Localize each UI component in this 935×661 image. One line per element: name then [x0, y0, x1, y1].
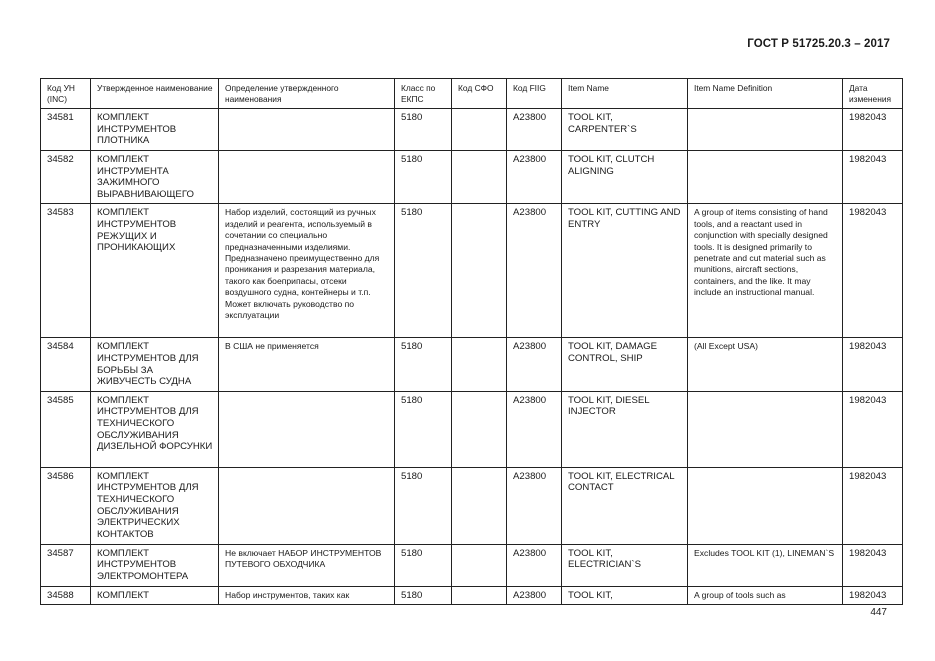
cell-item-def: Excludes TOOL KIT (1), LINEMAN`S: [688, 544, 843, 586]
standard-title: ГОСТ Р 51725.20.3 – 2017: [747, 38, 890, 50]
cell-name-ru: КОМПЛЕКТ ИНСТРУМЕНТА ЗАЖИМНОГО ВЫРАВНИВАЮЩЕГО: [91, 151, 219, 204]
cell-class: 5180: [395, 109, 452, 151]
cell-sfo: [452, 151, 507, 204]
cell-definition-ru: [219, 467, 395, 544]
cell-fiig: A23800: [507, 338, 562, 391]
cell-item-def: [688, 391, 843, 467]
cell-code: 34587: [41, 544, 91, 586]
table-row: [41, 544, 903, 586]
cell-date: 1982043: [843, 391, 903, 467]
cell-name-ru: КОМПЛЕКТ ИНСТРУМЕНТОВ ПЛОТНИКА: [91, 109, 219, 151]
cell-sfo: [452, 467, 507, 544]
cell-code: 34581: [41, 109, 91, 151]
cell-definition-ru: В США не применяется: [219, 338, 395, 391]
col-header-definition-ru: Определение утвержденного наименования: [219, 79, 395, 109]
cell-code: 34588: [41, 586, 91, 605]
cell-definition-ru: Не включает НАБОР ИНСТРУМЕНТОВ ПУТЕВОГО ОБХОДЧИКА: [219, 544, 395, 586]
cell-fiig: A23800: [507, 467, 562, 544]
cell-name-ru: КОМПЛЕКТ ИНСТРУМЕНТОВ ЭЛЕКТРОМОНТЕРА: [91, 544, 219, 586]
cell-item-name: TOOL KIT, CLUTCH ALIGNING: [562, 151, 688, 204]
cell-class: 5180: [395, 338, 452, 391]
col-header-class: Класс по ЕКПС: [395, 79, 452, 109]
cell-date: 1982043: [843, 586, 903, 605]
table-row: [41, 586, 903, 605]
cell-class: 5180: [395, 204, 452, 338]
col-header-item-name: Item Name: [562, 79, 688, 109]
table-row: [41, 467, 903, 544]
cell-definition-ru: Набор инструментов, таких как: [219, 586, 395, 605]
cell-name-ru: КОМПЛЕКТ ИНСТРУМЕНТОВ ДЛЯ БОРЬБЫ ЗА ЖИВУЧЕСТЬ СУДНА: [91, 338, 219, 391]
cell-date: 1982043: [843, 467, 903, 544]
cell-fiig: A23800: [507, 151, 562, 204]
cell-sfo: [452, 204, 507, 338]
col-header-name-ru: Утвержденное наименование: [91, 79, 219, 109]
col-header-fiig: Код FIIG: [507, 79, 562, 109]
table-row: [41, 109, 903, 151]
cell-item-name: TOOL KIT, ELECTRICAL CONTACT: [562, 467, 688, 544]
cell-name-ru: КОМПЛЕКТ ИНСТРУМЕНТОВ ДЛЯ ТЕХНИЧЕСКОГО ОБСЛУЖИВАНИЯ ЭЛЕКТРИЧЕСКИХ КОНТАКТОВ: [91, 467, 219, 544]
cell-date: 1982043: [843, 151, 903, 204]
cell-item-name: TOOL KIT, DIESEL INJECTOR: [562, 391, 688, 467]
cell-name-ru: КОМПЛЕКТ ИНСТРУМЕНТОВ РЕЖУЩИХ И ПРОНИКАЮЩИХ: [91, 204, 219, 338]
cell-name-ru: КОМПЛЕКТ ИНСТРУМЕНТОВ ДЛЯ ТЕХНИЧЕСКОГО ОБСЛУЖИВАНИЯ ДИЗЕЛЬНОЙ ФОРСУНКИ: [91, 391, 219, 467]
cell-definition-ru: [219, 391, 395, 467]
cell-item-def: A group of tools such as: [688, 586, 843, 605]
cell-sfo: [452, 586, 507, 605]
cell-item-def: [688, 467, 843, 544]
cell-sfo: [452, 391, 507, 467]
cell-item-def: A group of items consisting of hand tools, and a reactant used in conjunction with specially designed tools. It is designed primarily to penetrate and cut material such as munitions, aircraft sections, containers, and the like. It may include an instructional manual.: [688, 204, 843, 338]
cell-class: 5180: [395, 467, 452, 544]
cell-code: 34583: [41, 204, 91, 338]
cell-fiig: A23800: [507, 109, 562, 151]
cell-code: 34585: [41, 391, 91, 467]
cell-fiig: A23800: [507, 544, 562, 586]
cell-sfo: [452, 109, 507, 151]
page-number: 447: [870, 607, 887, 618]
col-header-code: Код УН (INC): [41, 79, 91, 109]
table-row: [41, 204, 903, 338]
cell-code: 34582: [41, 151, 91, 204]
cell-item-def: [688, 151, 843, 204]
cell-definition-ru: [219, 151, 395, 204]
cell-item-name: TOOL KIT,: [562, 586, 688, 605]
cell-item-name: TOOL KIT, CARPENTER`S: [562, 109, 688, 151]
cell-code: 34586: [41, 467, 91, 544]
cell-sfo: [452, 544, 507, 586]
cell-date: 1982043: [843, 338, 903, 391]
cell-item-name: TOOL KIT, CUTTING AND ENTRY: [562, 204, 688, 338]
cell-class: 5180: [395, 544, 452, 586]
cell-fiig: A23800: [507, 586, 562, 605]
table-row: [41, 391, 903, 467]
cell-class: 5180: [395, 586, 452, 605]
cell-code: 34584: [41, 338, 91, 391]
cell-class: 5180: [395, 151, 452, 204]
cell-definition-ru: [219, 109, 395, 151]
col-header-date: Дата изменения: [843, 79, 903, 109]
table-row: [41, 151, 903, 204]
cell-date: 1982043: [843, 544, 903, 586]
cell-fiig: A23800: [507, 391, 562, 467]
cell-sfo: [452, 338, 507, 391]
cell-date: 1982043: [843, 204, 903, 338]
col-header-item-def: Item Name Definition: [688, 79, 843, 109]
table-row: [41, 338, 903, 391]
cell-name-ru: КОМПЛЕКТ: [91, 586, 219, 605]
cell-item-def: (All Except USA): [688, 338, 843, 391]
cell-item-name: TOOL KIT, DAMAGE CONTROL, SHIP: [562, 338, 688, 391]
catalog-table: [40, 78, 903, 605]
cell-class: 5180: [395, 391, 452, 467]
cell-item-def: [688, 109, 843, 151]
table-header-row: [41, 79, 903, 109]
col-header-sfo: Код СФО: [452, 79, 507, 109]
cell-definition-ru: Набор изделий, состоящий из ручных изделий и реагента, используемый в сочетании со специально предназначенными изделиями. Предназначено преимущественно для проникания и разрезания материала, такого как боеприпасы, отсеки воздушного судна, контейнеры и т.п. Может включать руководство по эксплуатации: [219, 204, 395, 338]
cell-date: 1982043: [843, 109, 903, 151]
cell-fiig: A23800: [507, 204, 562, 338]
cell-item-name: TOOL KIT, ELECTRICIAN`S: [562, 544, 688, 586]
